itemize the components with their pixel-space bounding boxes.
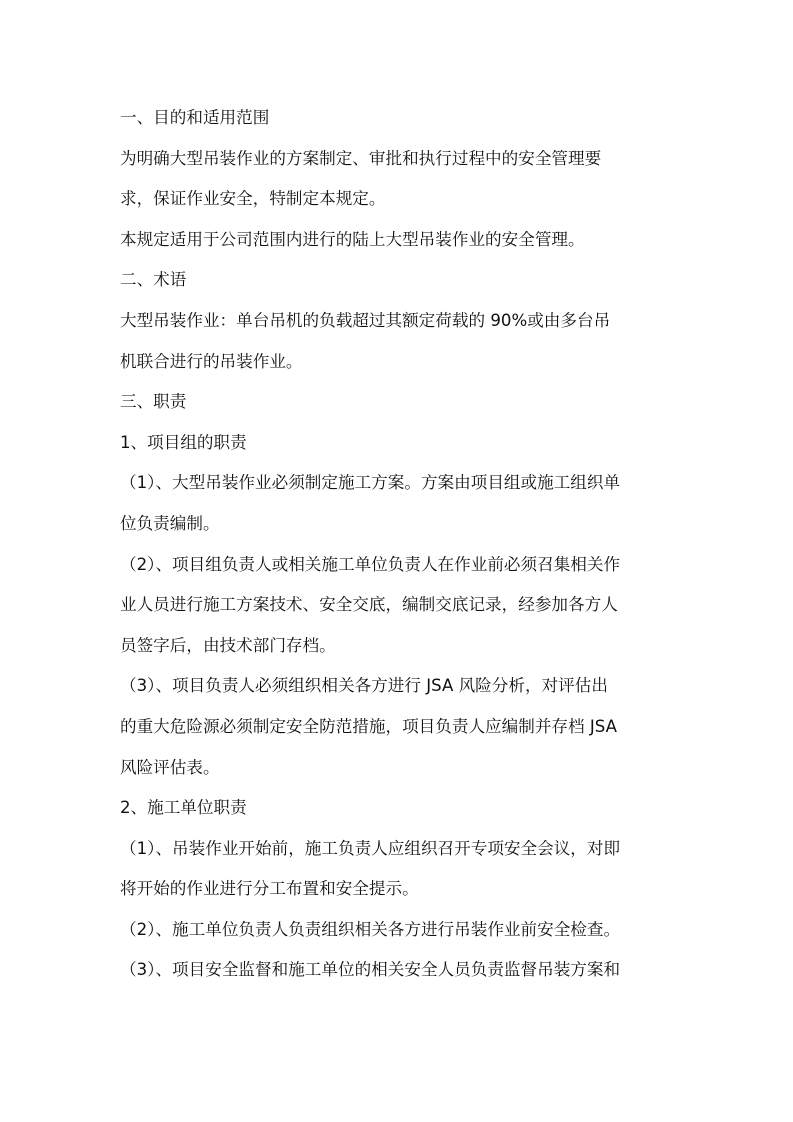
list-item-line: （2）、项目组负责人或相关施工单位负责人在作业前必须召集相关作 <box>120 554 621 574</box>
paragraph-line: 本规定适用于公司范围内进行的陆上大型吊装作业的安全管理。 <box>120 229 585 249</box>
list-item-line: 将开始的作业进行分工布置和安全提示。 <box>120 879 419 899</box>
list-item-line: （3）、项目负责人必须组织相关各方进行 JSA 风险分析，对评估出 <box>120 676 608 696</box>
list-item-line: （3）、项目安全监督和施工单位的相关安全人员负责监督吊装方案和 <box>120 960 621 980</box>
paragraph-line: 机联合进行的吊装作业。 <box>120 351 303 371</box>
paragraph-line: 求，保证作业安全，特制定本规定。 <box>120 189 386 209</box>
list-item-line: 业人员进行施工方案技术、安全交底，编制交底记录，经参加各方人 <box>120 595 618 615</box>
subsection-heading-construction-unit: 2、施工单位职责 <box>120 798 247 818</box>
section-heading-purpose-scope: 一、目的和适用范围 <box>120 108 270 127</box>
list-item-line: 员签字后，由技术部门存档。 <box>120 635 336 655</box>
section-heading-responsibilities: 三、职责 <box>120 392 187 412</box>
list-item-line: （1）、大型吊装作业必须制定施工方案。方案由项目组或施工组织单 <box>120 473 621 493</box>
list-item-line: 位负责编制。 <box>120 513 220 533</box>
paragraph-line: 为明确大型吊装作业的方案制定、审批和执行过程中的安全管理要 <box>120 148 602 168</box>
list-item-line: （2）、施工单位负责人负责组织相关各方进行吊装作业前安全检查。 <box>120 919 621 939</box>
document-body <box>120 98 680 991</box>
list-item-line: 风险评估表。 <box>120 757 220 777</box>
subsection-heading-project-team: 1、项目组的职责 <box>120 432 247 452</box>
section-heading-terms: 二、术语 <box>120 270 187 290</box>
list-item-line: 的重大危险源必须制定安全防范措施，项目负责人应编制并存档 JSA <box>120 716 617 736</box>
paragraph-line: 大型吊装作业：单台吊机的负载超过其额定荷载的 90%或由多台吊 <box>120 310 611 330</box>
list-item-line: （1）、吊装作业开始前，施工负责人应组织召开专项安全会议，对即 <box>120 838 621 858</box>
